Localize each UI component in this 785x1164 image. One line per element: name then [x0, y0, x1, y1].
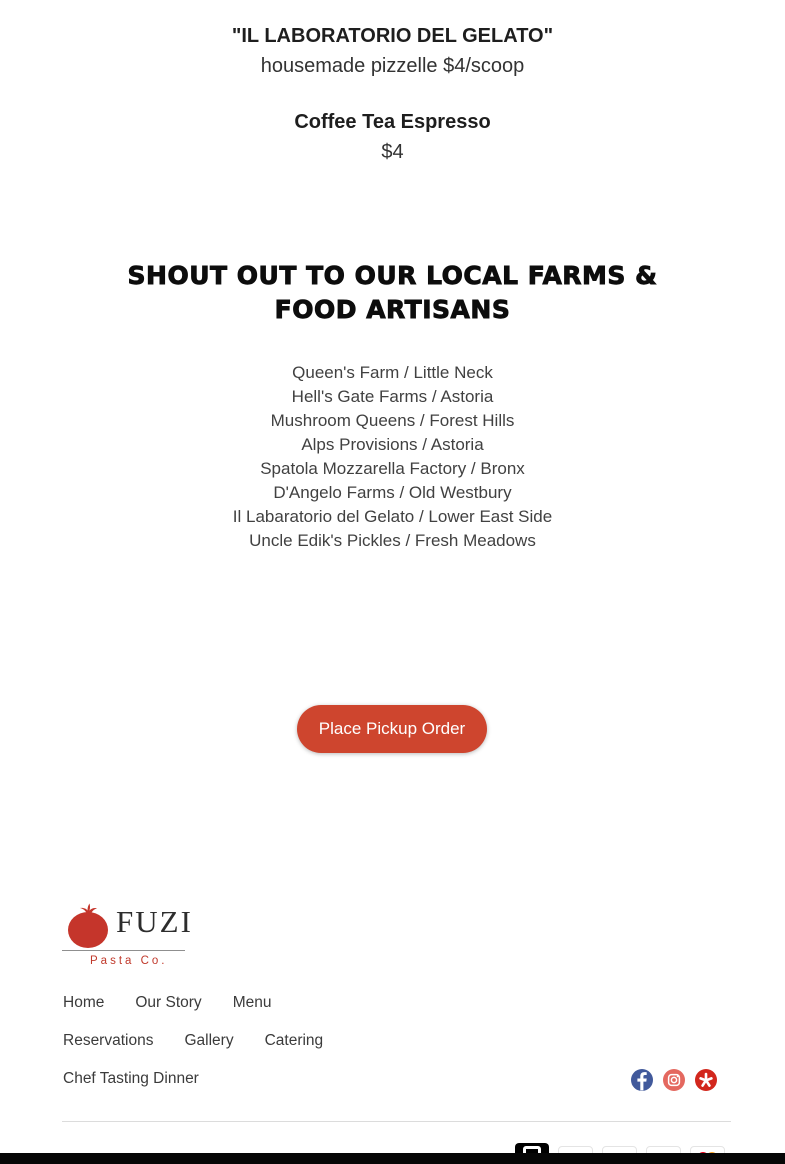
nav-link-menu[interactable]: Menu	[232, 994, 272, 1011]
logo-rule	[62, 950, 185, 951]
farm-item: Uncle Edik's Pickles / Fresh Meadows	[249, 531, 536, 550]
footer-nav-row-2	[63, 1032, 323, 1050]
coffee-section-price: $4	[381, 141, 404, 163]
gelato-section-title: "IL LABORATORIO DEL GELATO"	[231, 25, 554, 47]
farm-item: Mushroom Queens / Forest Hills	[270, 411, 515, 430]
nav-link-gallery[interactable]: Gallery	[184, 1032, 234, 1049]
nav-link-catering[interactable]: Catering	[264, 1032, 324, 1049]
nav-link-our-story[interactable]: Our Story	[135, 994, 202, 1011]
nav-link-chef-tasting-dinner[interactable]: Chef Tasting Dinner	[63, 1070, 199, 1087]
farm-item: Spatola Mozzarella Factory / Bronx	[260, 459, 525, 478]
farm-item: Il Labaratorio del Gelato / Lower East Side	[232, 507, 553, 526]
footer-nav-row-1	[63, 994, 271, 1012]
instagram-icon[interactable]	[663, 1069, 685, 1091]
coffee-section-title: Coffee Tea Espresso	[294, 111, 491, 133]
nav-link-reservations[interactable]: Reservations	[63, 1032, 154, 1049]
farm-item: Alps Provisions / Astoria	[301, 435, 484, 454]
bottom-bar	[0, 1153, 785, 1164]
farms-heading	[0, 259, 785, 327]
logo-wordmark: FUZI	[116, 904, 193, 939]
logo-tagline: Pasta Co.	[90, 955, 168, 967]
social-links	[631, 1069, 717, 1091]
farm-item: Queen's Farm / Little Neck	[292, 363, 493, 382]
nav-link-home[interactable]: Home	[63, 994, 105, 1011]
place-pickup-order-button[interactable]: Place Pickup Order	[297, 705, 487, 753]
farms-heading-line1: SHOUT OUT TO OUR LOCAL FARMS &	[127, 261, 658, 290]
footer-divider	[62, 1121, 731, 1122]
tomato-icon	[66, 903, 110, 949]
yelp-icon[interactable]	[695, 1069, 717, 1091]
farm-item: Hell's Gate Farms / Astoria	[291, 387, 494, 406]
farms-list	[0, 361, 785, 553]
footer-nav-row-3	[63, 1070, 199, 1088]
fuzi-logo[interactable]	[62, 900, 193, 968]
facebook-icon[interactable]	[631, 1069, 653, 1091]
farm-item: D'Angelo Farms / Old Westbury	[273, 483, 512, 502]
farms-heading-line2: FOOD ARTISANS	[274, 295, 511, 324]
gelato-section-subtitle: housemade pizzelle $4/scoop	[260, 55, 525, 77]
